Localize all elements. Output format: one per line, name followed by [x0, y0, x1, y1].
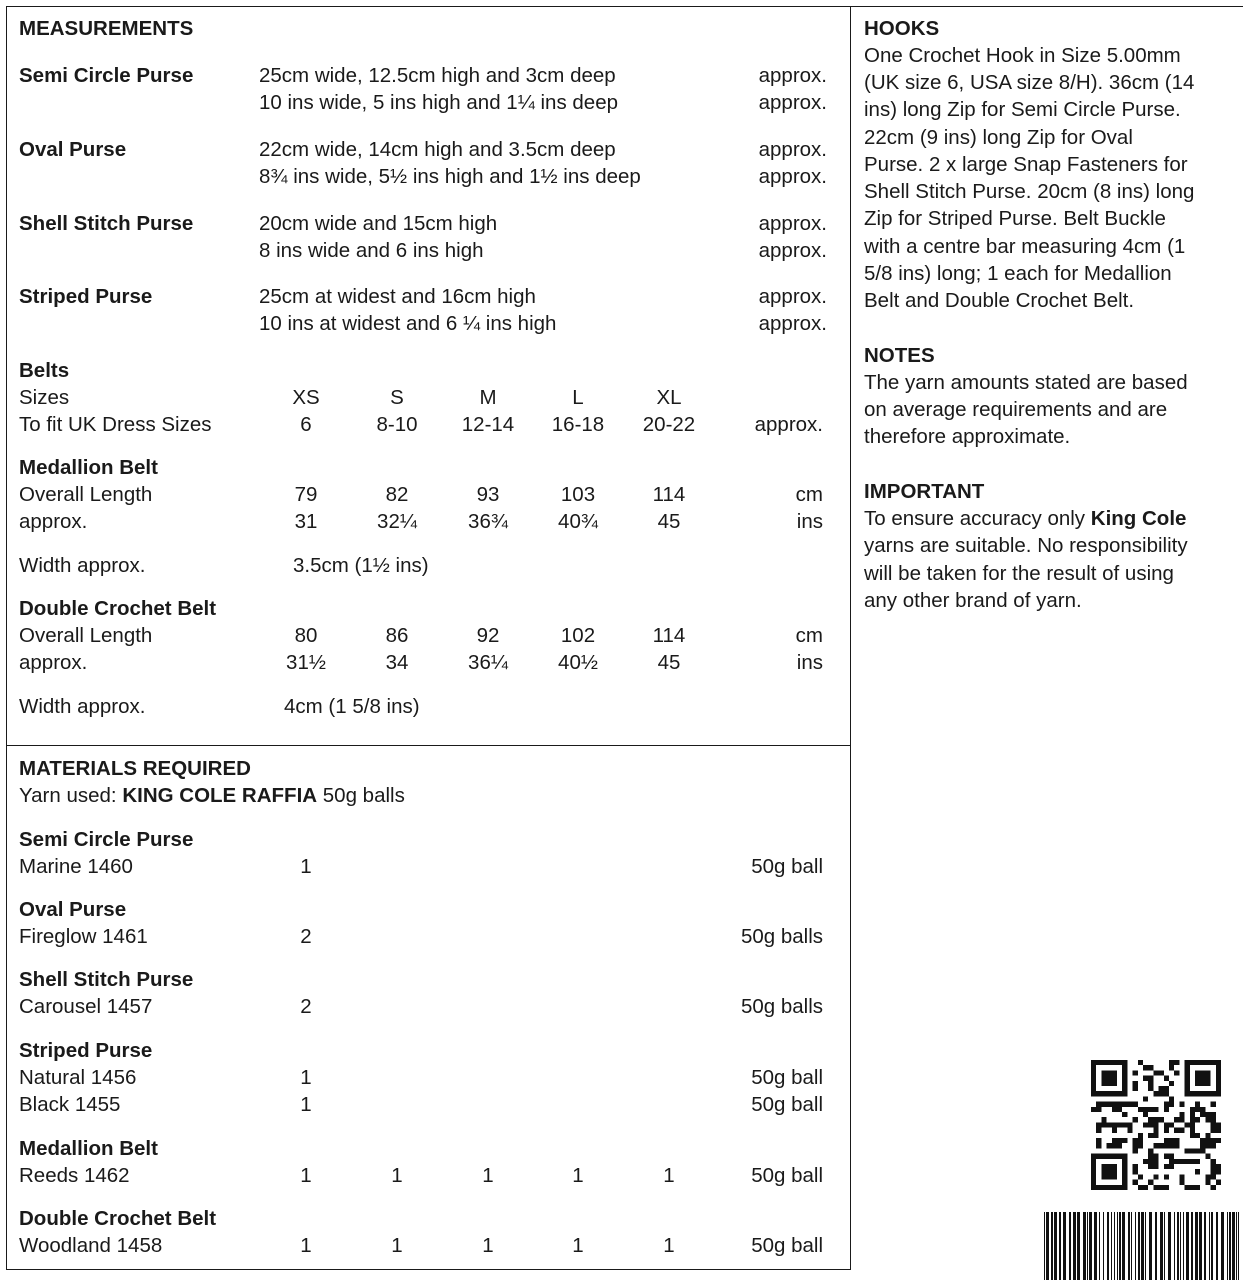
hooks-text-line: Belt and Double Crochet Belt. [864, 289, 1135, 312]
yarn-colour: Reeds 1462 [19, 1164, 130, 1187]
approx-label: approx. [758, 312, 827, 335]
length-cm: 80 [294, 624, 318, 647]
ball-unit: 50g ball [751, 1164, 823, 1187]
dress-size: 16-18 [551, 413, 605, 436]
material-item-name: Semi Circle Purse [19, 828, 194, 851]
ball-quantity: 1 [663, 1164, 675, 1187]
ball-quantity: 1 [300, 1093, 312, 1116]
important-text-line: will be taken for the result of using [864, 562, 1174, 585]
hooks-text-line: (UK size 6, USA size 8/H). 36cm (14 [864, 71, 1195, 94]
ball-quantity: 1 [482, 1234, 494, 1257]
belts-heading: Belts [19, 359, 70, 382]
length-ins: 34 [385, 651, 409, 674]
ball-quantity: 1 [300, 855, 312, 878]
hooks-text-line: ins) long Zip for Semi Circle Purse. [864, 98, 1181, 121]
approx-label: approx. [758, 285, 827, 308]
notes-heading: NOTES [864, 344, 935, 367]
length-ins: 45 [657, 510, 681, 533]
qr-code-icon [1091, 1060, 1221, 1190]
material-item-name: Oval Purse [19, 898, 127, 921]
ball-quantity: 1 [300, 1066, 312, 1089]
dress-size: 8-10 [376, 413, 418, 436]
medallion-belt-heading: Medallion Belt [19, 456, 158, 479]
unit-ins: ins [796, 651, 823, 674]
approx-label: approx. [758, 212, 827, 235]
ball-quantity: 1 [300, 1234, 312, 1257]
purse-imperial: 8 ins wide and 6 ins high [259, 239, 484, 262]
ball-quantity: 1 [572, 1164, 584, 1187]
approx-label: approx. [19, 651, 88, 674]
notes-text-line: on average requirements and are [864, 398, 1168, 421]
ball-unit: 50g ball [751, 1234, 823, 1257]
important-brand: King Cole [1090, 507, 1187, 530]
purse-metric: 25cm wide, 12.5cm high and 3cm deep [259, 64, 616, 87]
hooks-text-line: Zip for Striped Purse. Belt Buckle [864, 207, 1166, 230]
length-ins: 45 [657, 651, 681, 674]
length-ins: 36¾ [468, 510, 508, 533]
notes-text-line: The yarn amounts stated are based [864, 371, 1188, 394]
important-text-line: any other brand of yarn. [864, 589, 1082, 612]
important-heading: IMPORTANT [864, 480, 985, 503]
approx-label: approx. [758, 91, 827, 114]
length-ins: 40¾ [558, 510, 598, 533]
column-divider [850, 6, 851, 1270]
length-cm: 79 [294, 483, 318, 506]
length-cm: 92 [476, 624, 500, 647]
purse-name: Striped Purse [19, 285, 153, 308]
ball-quantity: 2 [300, 995, 312, 1018]
purse-metric: 20cm wide and 15cm high [259, 212, 498, 235]
yarn-prefix: Yarn used: [19, 784, 123, 807]
yarn-colour: Carousel 1457 [19, 995, 153, 1018]
approx-label: approx. [758, 138, 827, 161]
purse-metric: 25cm at widest and 16cm high [259, 285, 536, 308]
size-header: L [572, 386, 584, 409]
sizes-label: Sizes [19, 386, 70, 409]
approx-label: approx. [754, 413, 823, 436]
width-label: Width approx. [19, 695, 146, 718]
approx-label: approx. [758, 64, 827, 87]
hooks-text-line: One Crochet Hook in Size 5.00mm [864, 44, 1181, 67]
hooks-heading: HOOKS [864, 17, 940, 40]
unit-cm: cm [795, 483, 823, 506]
hooks-text-line: Purse. 2 x large Snap Fasteners for [864, 153, 1188, 176]
width-value: 3.5cm (1½ ins) [293, 554, 429, 577]
yarn-brand: KING COLE RAFFIA [122, 784, 318, 807]
yarn-colour: Natural 1456 [19, 1066, 137, 1089]
ball-unit: 50g ball [751, 1093, 823, 1116]
ball-quantity: 2 [300, 925, 312, 948]
length-ins: 31 [294, 510, 318, 533]
length-cm: 102 [560, 624, 596, 647]
barcode-icon [1040, 1212, 1243, 1280]
width-label: Width approx. [19, 554, 146, 577]
ball-unit: 50g balls [740, 995, 823, 1018]
hooks-text-line: with a centre bar measuring 4cm (1 [864, 235, 1186, 258]
important-line-prefix: To ensure accuracy only [864, 507, 1091, 530]
purse-imperial: 10 ins wide, 5 ins high and 1¼ ins deep [259, 91, 619, 114]
unit-ins: ins [796, 510, 823, 533]
length-cm: 114 [652, 624, 686, 647]
notes-text-line: therefore approximate. [864, 425, 1071, 448]
approx-label: approx. [758, 165, 827, 188]
ball-quantity: 1 [572, 1234, 584, 1257]
ball-quantity: 1 [391, 1164, 403, 1187]
frame-top-border [6, 6, 1243, 7]
double-crochet-belt-heading: Double Crochet Belt [19, 597, 217, 620]
width-value: 4cm (1 5/8 ins) [284, 695, 420, 718]
material-item-name: Shell Stitch Purse [19, 968, 194, 991]
measurements-heading: MEASUREMENTS [19, 17, 194, 40]
purse-metric: 22cm wide, 14cm high and 3.5cm deep [259, 138, 616, 161]
ball-quantity: 1 [391, 1234, 403, 1257]
approx-label: approx. [758, 239, 827, 262]
frame-bottom-border [6, 1269, 851, 1270]
purse-name: Oval Purse [19, 138, 127, 161]
purse-imperial: 8¾ ins wide, 5½ ins high and 1½ ins deep [259, 165, 641, 188]
dress-size: 6 [300, 413, 312, 436]
length-ins: 40½ [558, 651, 598, 674]
important-text-line [864, 507, 1186, 531]
ball-quantity: 1 [300, 1164, 312, 1187]
ball-quantity: 1 [663, 1234, 675, 1257]
length-cm: 103 [560, 483, 596, 506]
hooks-text-line: Shell Stitch Purse. 20cm (8 ins) long [864, 180, 1195, 203]
unit-cm: cm [795, 624, 823, 647]
yarn-colour: Woodland 1458 [19, 1234, 163, 1257]
length-ins: 31½ [286, 651, 326, 674]
length-ins: 32¼ [377, 510, 417, 533]
size-header: XS [292, 386, 320, 409]
yarn-colour: Fireglow 1461 [19, 925, 148, 948]
hooks-text-line: 22cm (9 ins) long Zip for Oval [864, 126, 1133, 149]
ball-unit: 50g ball [751, 855, 823, 878]
purse-name: Semi Circle Purse [19, 64, 194, 87]
overall-length-label: Overall Length [19, 624, 153, 647]
yarn-colour: Marine 1460 [19, 855, 133, 878]
ball-unit: 50g ball [751, 1066, 823, 1089]
size-header: XL [656, 386, 682, 409]
overall-length-label: Overall Length [19, 483, 153, 506]
length-cm: 86 [385, 624, 409, 647]
dress-size: 20-22 [642, 413, 696, 436]
dress-size: 12-14 [461, 413, 515, 436]
length-ins: 36¼ [468, 651, 508, 674]
material-item-name: Double Crochet Belt [19, 1207, 217, 1230]
material-item-name: Medallion Belt [19, 1137, 158, 1160]
yarn-colour: Black 1455 [19, 1093, 121, 1116]
length-cm: 93 [476, 483, 500, 506]
frame-left-border [6, 6, 7, 1270]
length-cm: 82 [385, 483, 409, 506]
yarn-used-line [19, 784, 405, 808]
purse-name: Shell Stitch Purse [19, 212, 194, 235]
yarn-suffix: 50g balls [317, 784, 405, 807]
size-header: M [479, 386, 497, 409]
material-item-name: Striped Purse [19, 1039, 153, 1062]
ball-quantity: 1 [482, 1164, 494, 1187]
hooks-text-line: 5/8 ins) long; 1 each for Medallion [864, 262, 1172, 285]
dress-sizes-label: To fit UK Dress Sizes [19, 413, 212, 436]
ball-unit: 50g balls [740, 925, 823, 948]
section-divider [6, 745, 851, 746]
purse-imperial: 10 ins at widest and 6 ¼ ins high [259, 312, 557, 335]
materials-heading: MATERIALS REQUIRED [19, 757, 251, 780]
length-cm: 114 [652, 483, 686, 506]
important-text-line: yarns are suitable. No responsibility [864, 534, 1188, 557]
approx-label: approx. [19, 510, 88, 533]
size-header: S [390, 386, 404, 409]
